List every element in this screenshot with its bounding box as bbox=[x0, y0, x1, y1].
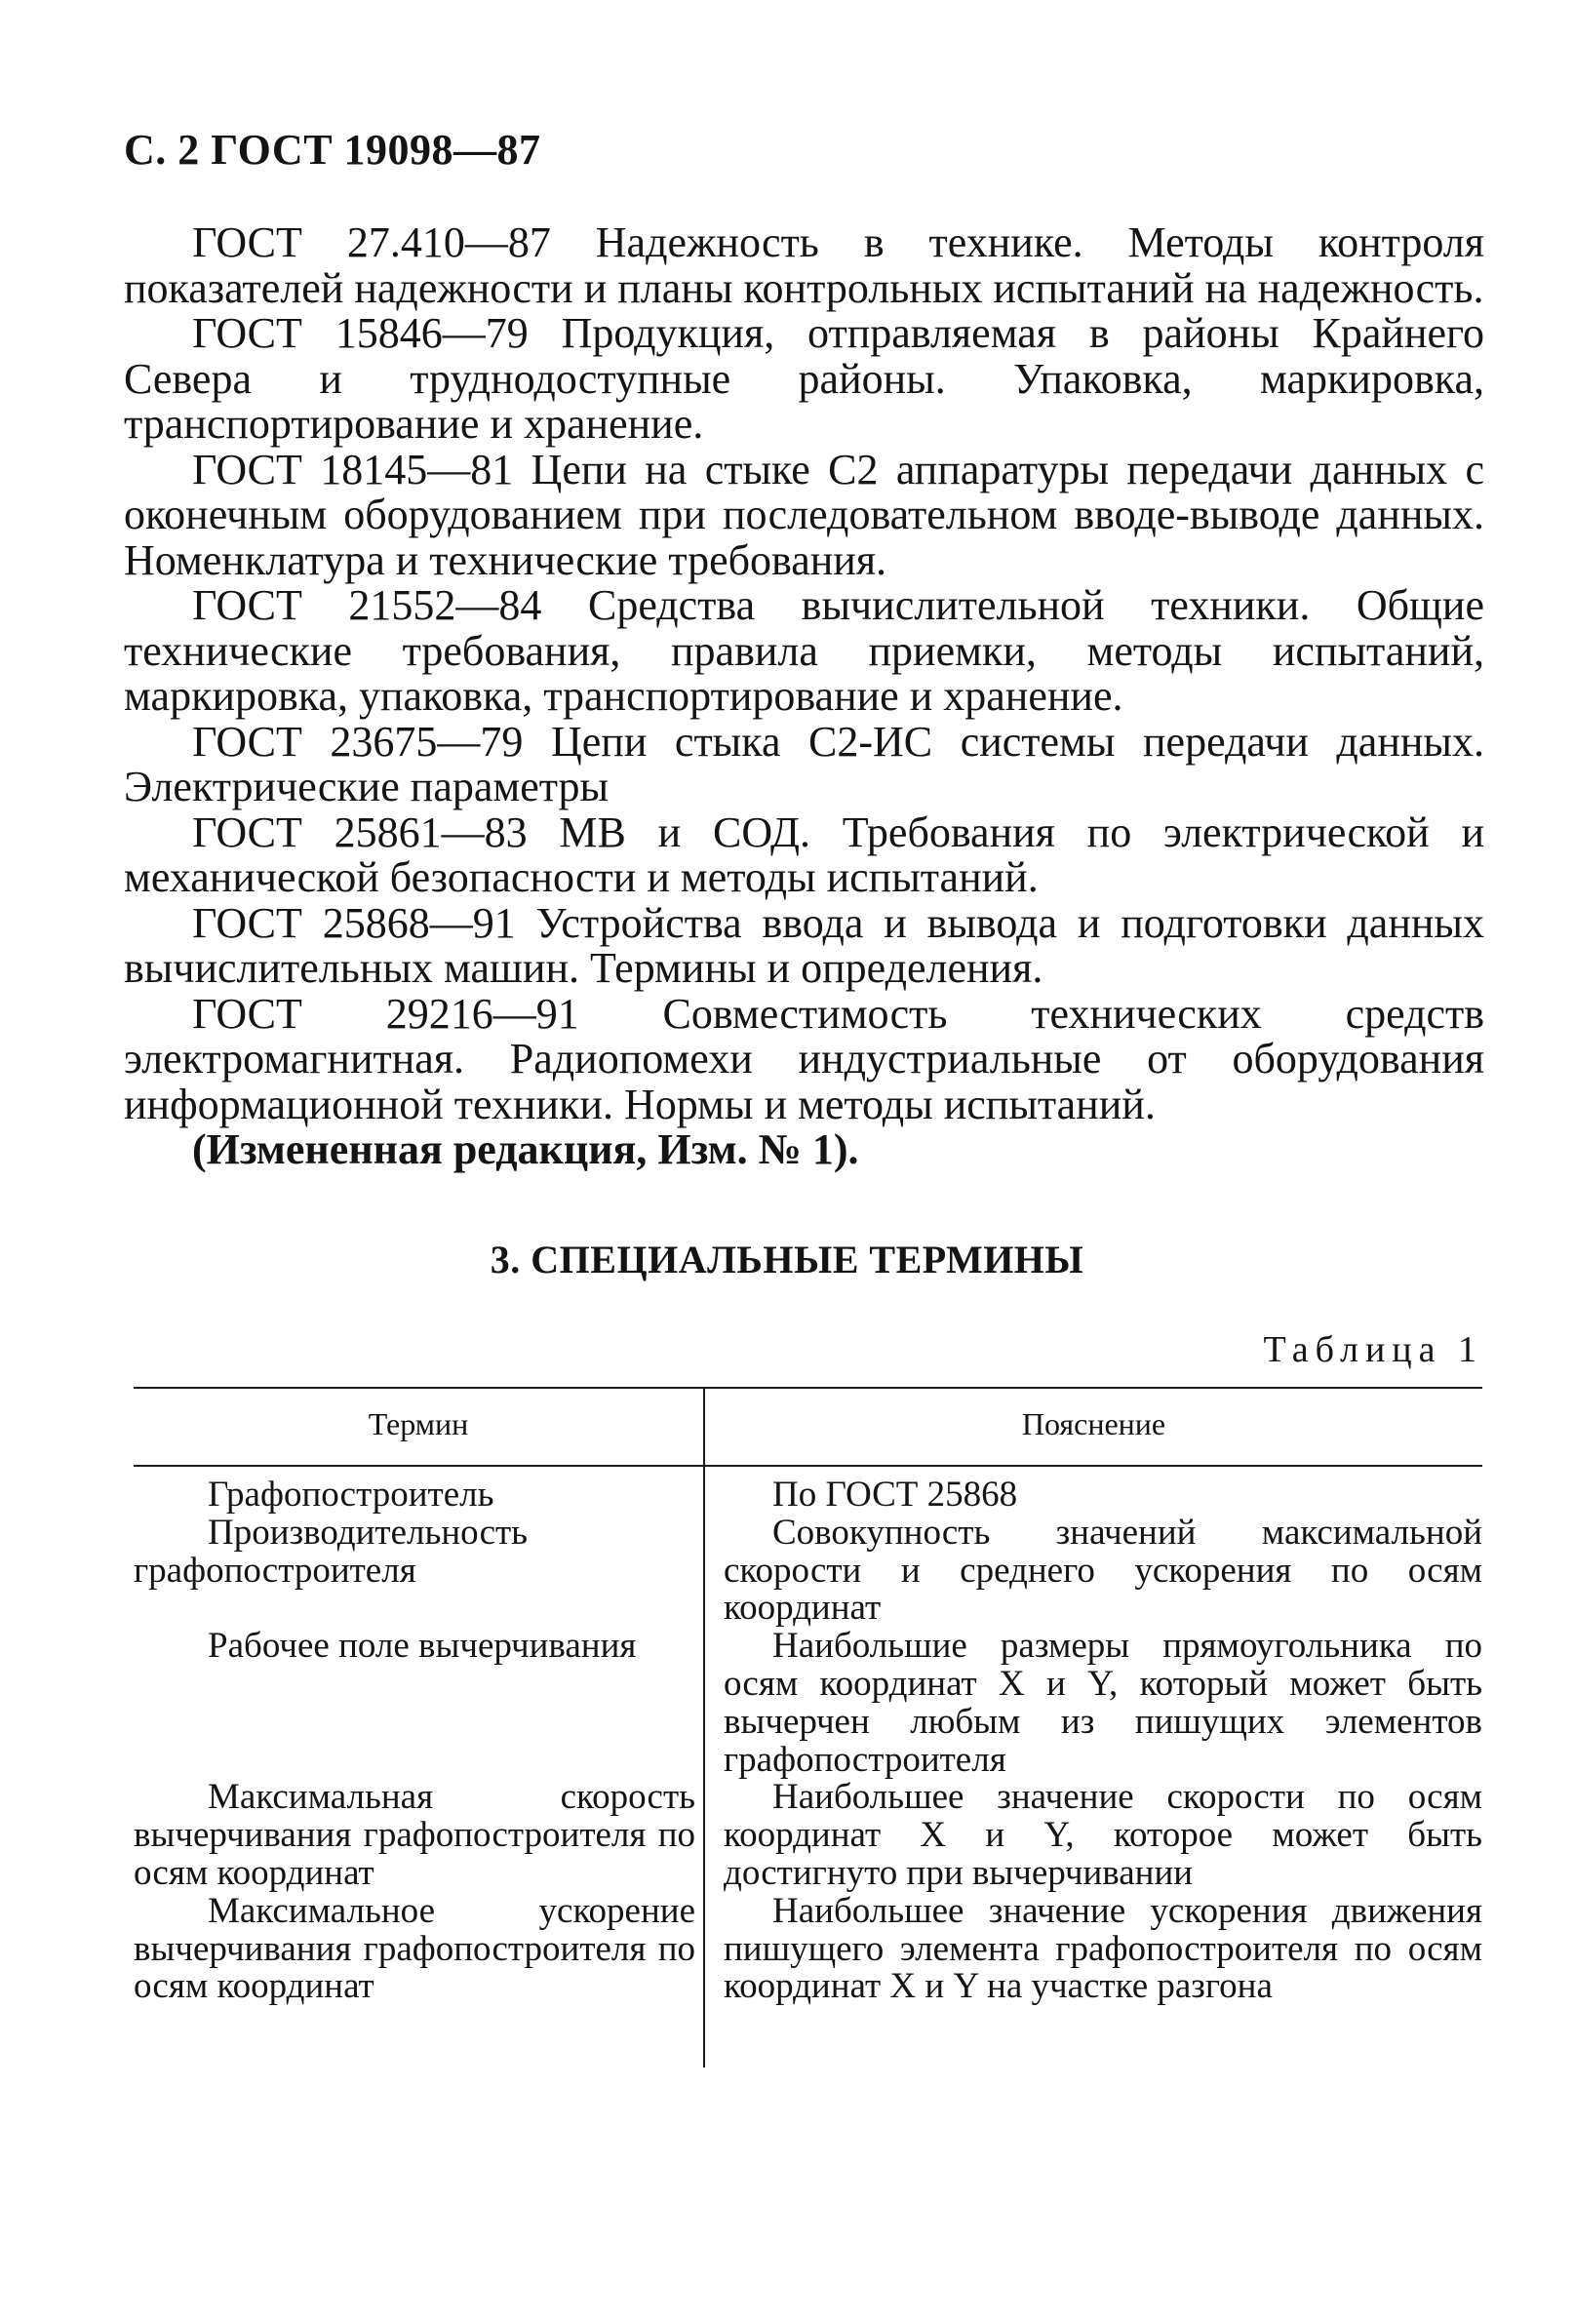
reference-item: ГОСТ 15846—79 Продукция, отправляемая в районы Крайнего Севера и труднодоступные районы. Упаковка, маркировка, транспортирование и хранение. bbox=[124, 309, 1484, 448]
section-title: 3. СПЕЦИАЛЬНЫЕ ТЕРМИНЫ bbox=[490, 1238, 1084, 1281]
description-cell: Наибольшее значение ускорения движения пишущего элемента графопостроителя по осям координат X и Y на участке разгона bbox=[724, 1890, 1482, 2007]
table-top-rule bbox=[134, 1387, 1482, 1389]
term-cell: Максимальное ускорение вычерчивания графопостроителя по осям координат bbox=[134, 1890, 695, 2007]
reference-item: ГОСТ 25868—91 Устройства ввода и вывода и подготовки данных вычислительных машин. Термины и определения. bbox=[124, 898, 1484, 992]
description-cell: Наибольшие размеры прямоугольника по осям координат X и Y, который может быть вычерчен любым из пишущих элементов графопостроителя bbox=[724, 1626, 1482, 1780]
reference-item: ГОСТ 21552—84 Средства вычислительной техники. Общие технические требования, правила приемки, методы испытаний, маркировка, упаковка, транспортирование и хранение. bbox=[124, 581, 1484, 720]
term-cell: Рабочее поле вычерчивания bbox=[208, 1626, 637, 1667]
description-column bbox=[724, 1477, 1482, 2044]
description-cell: Совокупность значений максимальной скорости и среднего ускорения по осям координат bbox=[724, 1512, 1482, 1629]
column-header-description: Пояснение bbox=[1021, 1406, 1166, 1441]
term-cell: Производительность графопостроителя bbox=[134, 1512, 529, 1591]
reference-item: ГОСТ 27.410—87 Надежность в технике. Методы контроля показателей надежности и планы контрольных испытаний на надежность. bbox=[124, 218, 1484, 312]
term-cell: Графопостроитель bbox=[208, 1475, 494, 1515]
column-header-term: Термин bbox=[368, 1406, 469, 1441]
reference-item: ГОСТ 23675—79 Цепи стыка С2-ИС системы передачи данных. Электрические параметры bbox=[124, 717, 1484, 810]
table-column-divider bbox=[703, 1387, 705, 2068]
terms-table bbox=[134, 1387, 1482, 2069]
table-caption: Таблица 1 bbox=[1263, 1329, 1483, 1370]
term-cell: Максимальная скорость вычерчивания графопостроителя по осям координат bbox=[134, 1777, 695, 1893]
description-cell: По ГОСТ 25868 bbox=[772, 1475, 1018, 1515]
term-column bbox=[134, 1477, 695, 2044]
amendment-note: (Измененная редакция, Изм. № 1). bbox=[192, 1125, 859, 1173]
table-header-rule bbox=[134, 1465, 1482, 1467]
reference-item: ГОСТ 25861—83 МВ и СОД. Требования по электрической и механической безопасности и методы испытаний. bbox=[124, 807, 1484, 901]
references-list bbox=[124, 220, 1484, 1173]
reference-item: ГОСТ 29216—91 Совместимость технических средств электромагнитная. Радиопомехи индустриальные от оборудования информационной техники. Нормы и методы испытаний. bbox=[124, 989, 1484, 1128]
description-cell: Наибольшее значение скорости по осям координат X и Y, которое может быть достигнуто при вычерчивании bbox=[724, 1777, 1482, 1893]
page-header: С. 2 ГОСТ 19098—87 bbox=[124, 126, 541, 174]
reference-item: ГОСТ 18145—81 Цепи на стыке С2 аппаратуры передачи данных с оконечным оборудованием при последовательном вводе-выводе данных. Номенклатура и технические требования. bbox=[124, 445, 1484, 584]
